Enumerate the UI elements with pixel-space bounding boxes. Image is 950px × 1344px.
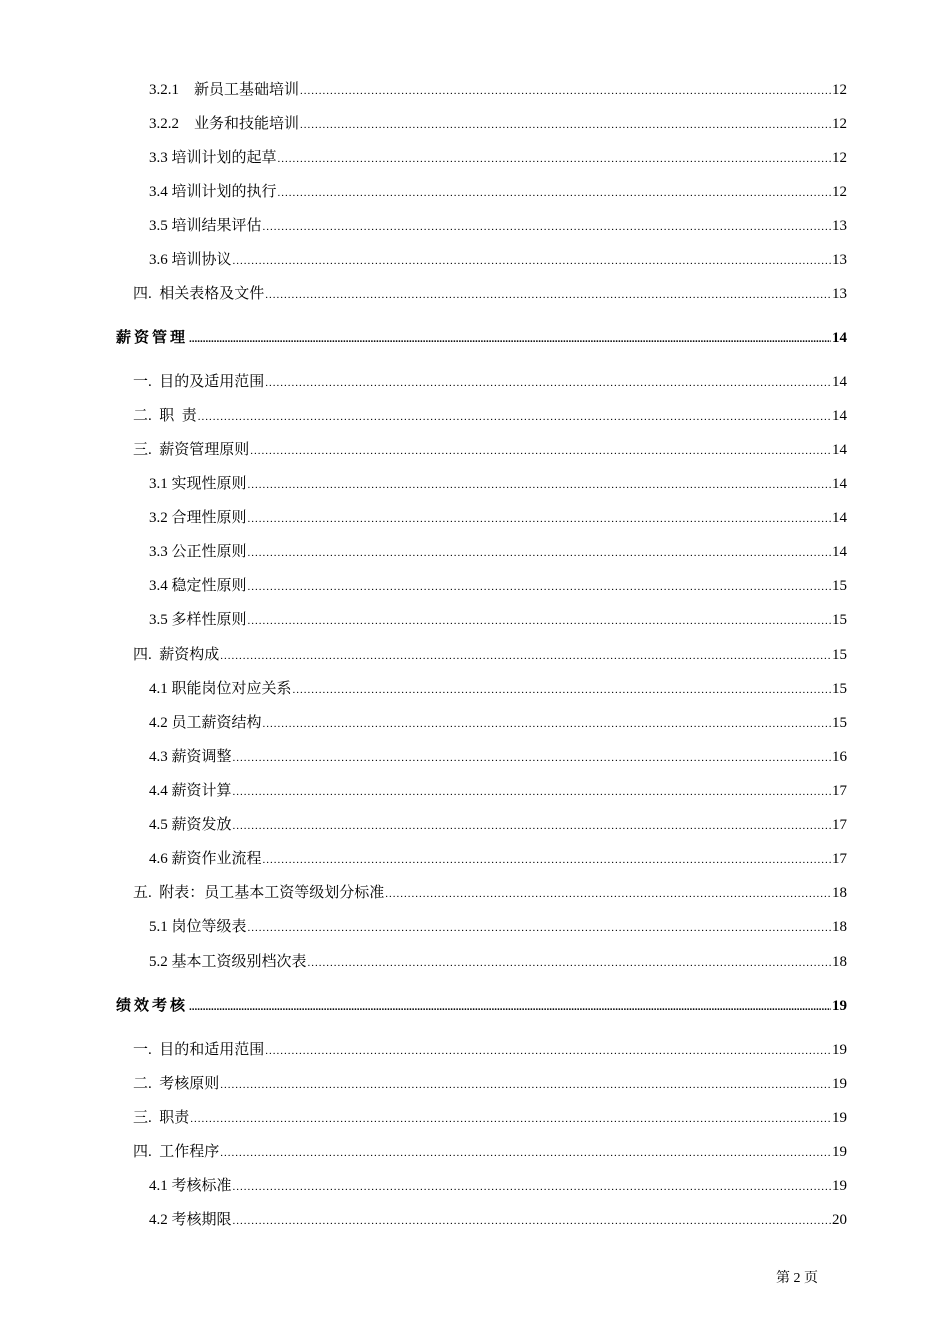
toc-chapter-title: 薪资管理	[116, 330, 189, 346]
toc-entry[interactable]	[133, 438, 847, 462]
toc-leader-dots	[263, 854, 831, 866]
toc-entry-title: 3.1 实现性原则	[149, 476, 247, 492]
toc-entry-title: 四. 相关表格及文件	[133, 286, 265, 302]
toc-chapter-entry[interactable]	[116, 326, 847, 350]
toc-entry-title: 3.2 合理性原则	[149, 510, 247, 526]
toc-entry-title: 3.4 稳定性原则	[149, 578, 247, 594]
toc-leader-dots	[278, 187, 831, 199]
toc-entry-title: 一. 目的及适用范围	[133, 374, 265, 390]
toc-entry-title: 五. 附表：员工基本工资等级划分标准	[133, 885, 385, 901]
toc-entry[interactable]	[133, 643, 847, 667]
toc-entry-page: 19	[832, 1076, 847, 1092]
toc-entry[interactable]	[149, 540, 847, 564]
toc-leader-dots	[278, 153, 831, 165]
toc-leader-dots	[248, 479, 831, 491]
toc-entry-title: 3.2.1 新员工基础培训	[149, 82, 300, 98]
toc-entry-title: 4.2 员工薪资结构	[149, 715, 262, 731]
toc-entry[interactable]	[149, 711, 847, 735]
toc-entry-title: 三. 薪资管理原则	[133, 442, 250, 458]
toc-leader-dots	[220, 1147, 831, 1159]
toc-entry-title: 三. 职责	[133, 1110, 190, 1126]
toc-entry-page: 15	[832, 612, 847, 628]
toc-chapter-page: 14	[832, 330, 847, 346]
toc-entry[interactable]	[149, 950, 847, 974]
toc-leader-dots	[248, 581, 831, 593]
toc-entry[interactable]	[133, 370, 847, 394]
toc-entry-page: 15	[832, 578, 847, 594]
toc-entry[interactable]	[133, 1140, 847, 1164]
toc-chapter-title: 绩效考核	[116, 998, 189, 1014]
toc-entry-title: 3.4 培训计划的执行	[149, 184, 277, 200]
toc-entry-title: 四. 薪资构成	[133, 647, 220, 663]
toc-entry-title: 4.1 考核标准	[149, 1178, 232, 1194]
toc-entry[interactable]	[149, 1208, 847, 1232]
toc-leader-dots	[265, 289, 831, 301]
toc-entry[interactable]	[149, 677, 847, 701]
toc-entry-title: 3.3 培训计划的起草	[149, 150, 277, 166]
toc-entry-title: 3.3 公正性原则	[149, 544, 247, 560]
toc-entry-page: 18	[832, 954, 847, 970]
toc-entry-page: 15	[832, 681, 847, 697]
toc-leader-dots	[233, 752, 831, 764]
toc-leader-dots	[233, 255, 831, 267]
toc-entry-page: 14	[832, 374, 847, 390]
toc-leader-dots	[248, 615, 831, 627]
toc-entry-page: 16	[832, 749, 847, 765]
toc-entry-page: 18	[832, 885, 847, 901]
toc-entry[interactable]	[133, 404, 847, 428]
toc-entry-page: 19	[832, 1178, 847, 1194]
toc-leader-dots	[220, 1079, 831, 1091]
toc-entry[interactable]	[149, 112, 847, 136]
toc-entry[interactable]	[149, 180, 847, 204]
toc-leader-dots	[189, 333, 831, 345]
toc-entry-title: 4.4 薪资计算	[149, 783, 232, 799]
toc-entry[interactable]	[149, 472, 847, 496]
toc-entry-page: 14	[832, 544, 847, 560]
toc-entry-page: 19	[832, 1144, 847, 1160]
toc-entry-page: 17	[832, 851, 847, 867]
toc-leader-dots	[300, 85, 831, 97]
toc-entry[interactable]	[149, 847, 847, 871]
toc-entry-title: 3.2.2 业务和技能培训	[149, 116, 300, 132]
toc-entry-title: 二. 职 责	[133, 408, 197, 424]
toc-entry-page: 15	[832, 647, 847, 663]
toc-entry[interactable]	[133, 1072, 847, 1096]
toc-entry-title: 5.1 岗位等级表	[149, 919, 247, 935]
toc-leader-dots	[190, 1113, 831, 1125]
toc-entry[interactable]	[149, 574, 847, 598]
toc-entry[interactable]	[149, 608, 847, 632]
toc-entry-page: 17	[832, 783, 847, 799]
toc-entry-page: 20	[832, 1212, 847, 1228]
toc-leader-dots	[233, 1215, 831, 1227]
toc-leader-dots	[248, 513, 831, 525]
toc-entry-page: 14	[832, 408, 847, 424]
toc-entry[interactable]	[149, 745, 847, 769]
toc-leader-dots	[248, 547, 831, 559]
toc-entry-page: 15	[832, 715, 847, 731]
toc-entry-title: 5.2 基本工资级别档次表	[149, 954, 307, 970]
toc-leader-dots	[385, 888, 831, 900]
toc-entry-title: 一. 目的和适用范围	[133, 1042, 265, 1058]
toc-entry-page: 14	[832, 510, 847, 526]
toc-entry[interactable]	[133, 881, 847, 905]
toc-leader-dots	[250, 445, 831, 457]
toc-entry[interactable]	[149, 915, 847, 939]
toc-entry[interactable]	[149, 779, 847, 803]
toc-entry[interactable]	[149, 813, 847, 837]
toc-entry-page: 12	[832, 82, 847, 98]
toc-entry[interactable]	[149, 248, 847, 272]
toc-entry-title: 4.3 薪资调整	[149, 749, 232, 765]
toc-entry-page: 18	[832, 919, 847, 935]
toc-entry-title: 4.2 考核期限	[149, 1212, 232, 1228]
toc-leader-dots	[300, 119, 831, 131]
toc-leader-dots	[248, 922, 831, 934]
toc-chapter-entry[interactable]	[116, 994, 847, 1018]
toc-entry[interactable]	[149, 78, 847, 102]
toc-leader-dots	[198, 411, 831, 423]
toc-entry-title: 4.6 薪资作业流程	[149, 851, 262, 867]
toc-entry-page: 14	[832, 476, 847, 492]
toc-entry-page: 14	[832, 442, 847, 458]
toc-leader-dots	[293, 684, 831, 696]
toc-entry-page: 13	[832, 286, 847, 302]
toc-entry[interactable]	[149, 1174, 847, 1198]
toc-entry-page: 13	[832, 252, 847, 268]
toc-entry-title: 4.5 薪资发放	[149, 817, 232, 833]
toc-leader-dots	[263, 718, 831, 730]
toc-leader-dots	[263, 221, 831, 233]
page-number-footer: 第 2 页	[776, 1271, 818, 1286]
toc-entry-title: 二. 考核原则	[133, 1076, 220, 1092]
toc-entry[interactable]	[149, 214, 847, 238]
toc-entry-title: 3.6 培训协议	[149, 252, 232, 268]
toc-entry[interactable]	[149, 506, 847, 530]
toc-leader-dots	[220, 650, 831, 662]
toc-entry-page: 19	[832, 1042, 847, 1058]
toc-leader-dots	[233, 786, 831, 798]
toc-chapter-page: 19	[832, 998, 847, 1014]
toc-entry-page: 13	[832, 218, 847, 234]
toc-entry-page: 17	[832, 817, 847, 833]
toc-entry-page: 19	[832, 1110, 847, 1126]
toc-entry-page: 12	[832, 184, 847, 200]
toc-entry-title: 3.5 培训结果评估	[149, 218, 262, 234]
toc-entry[interactable]	[133, 282, 847, 306]
toc-leader-dots	[189, 1001, 831, 1013]
toc-entry[interactable]	[149, 146, 847, 170]
toc-leader-dots	[233, 820, 831, 832]
toc-entry[interactable]	[133, 1038, 847, 1062]
toc-entry[interactable]	[133, 1106, 847, 1130]
toc-entry-title: 4.1 职能岗位对应关系	[149, 681, 292, 697]
toc-leader-dots	[265, 377, 831, 389]
toc-leader-dots	[308, 957, 831, 969]
toc-entry-title: 3.5 多样性原则	[149, 612, 247, 628]
toc-leader-dots	[265, 1045, 831, 1057]
toc-leader-dots	[233, 1181, 831, 1193]
toc-entry-page: 12	[832, 150, 847, 166]
toc-entry-title: 四. 工作程序	[133, 1144, 220, 1160]
toc-entry-page: 12	[832, 116, 847, 132]
